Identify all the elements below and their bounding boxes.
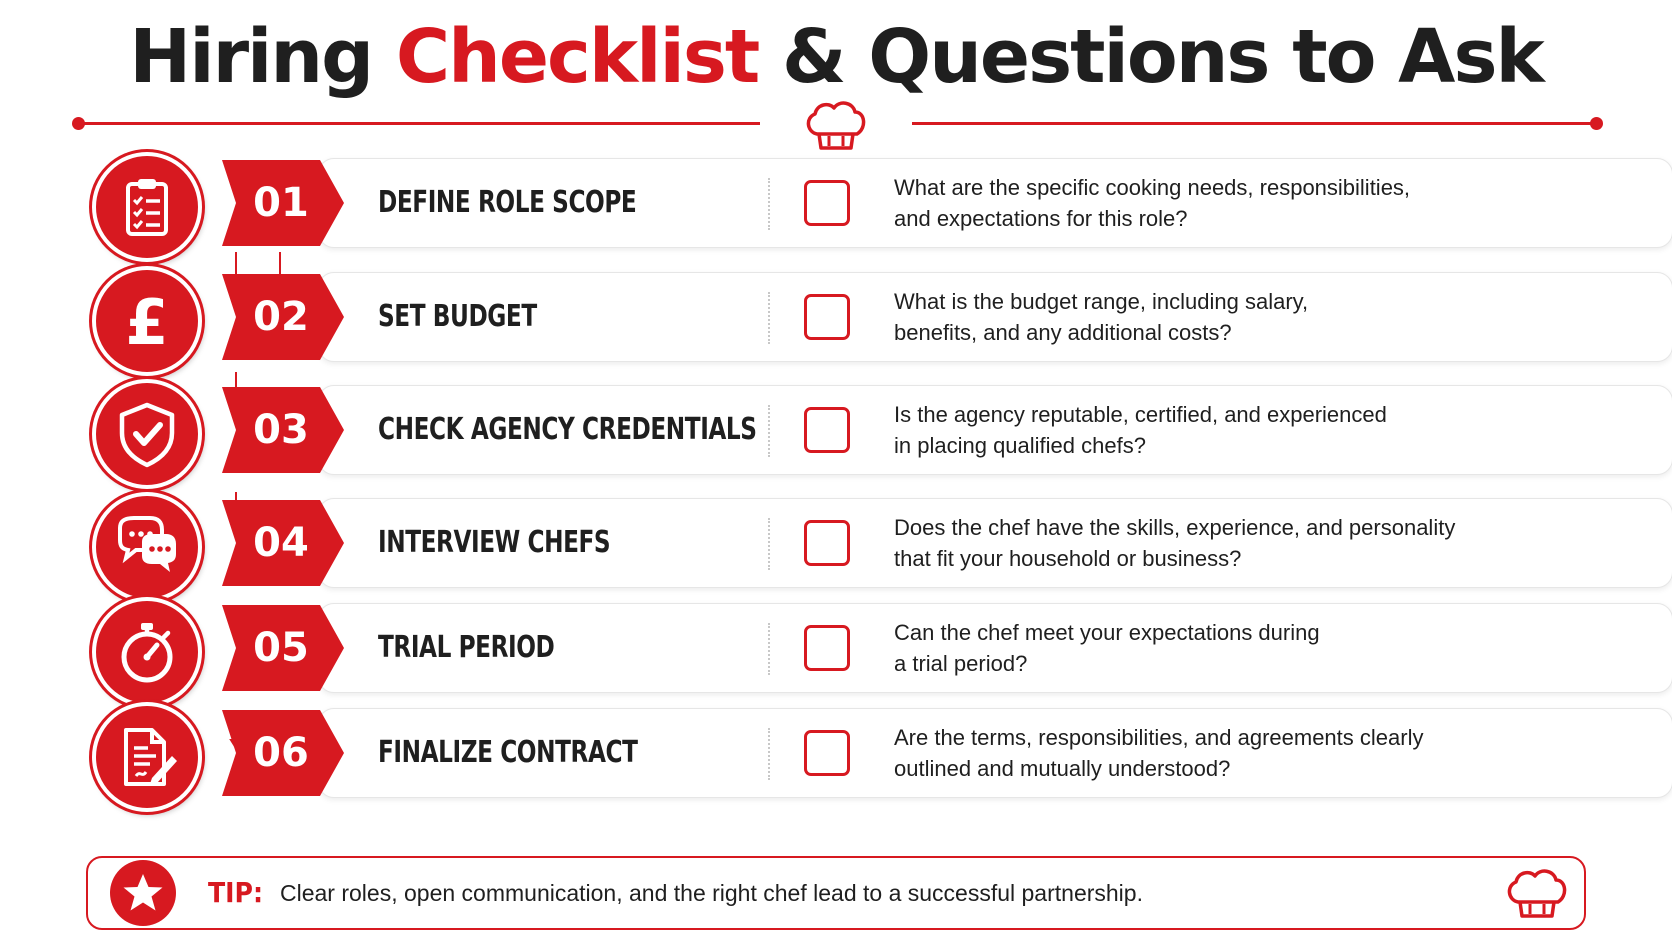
step-number: 06: [253, 730, 309, 776]
row-separator: [768, 728, 770, 780]
step-label: FINALIZE CONTRACT: [378, 735, 638, 770]
divider-dot-left: [72, 117, 85, 130]
step-number-badge: [222, 160, 348, 246]
step-checkbox[interactable]: [804, 180, 850, 226]
question-line-1: Can the chef meet your expectations during: [894, 620, 1320, 645]
step-question: [894, 399, 1574, 461]
question-line-2: outlined and mutually understood?: [894, 756, 1231, 781]
question-line-1: Does the chef have the skills, experience, and personality: [894, 515, 1456, 540]
question-line-1: Is the agency reputable, certified, and experienced: [894, 402, 1387, 427]
shield-check-icon: [92, 379, 202, 489]
step-checkbox[interactable]: [804, 520, 850, 566]
tip-text: Clear roles, open communication, and the right chef lead to a successful partnership.: [280, 880, 1143, 906]
question-line-1: What is the budget range, including salary,: [894, 289, 1309, 314]
chef-hat-icon: [1504, 866, 1570, 922]
checklist-row: [88, 385, 1588, 475]
checklist-row: [88, 158, 1588, 248]
question-line-2: that fit your household or business?: [894, 546, 1242, 571]
step-number: 02: [253, 294, 309, 340]
title-accent: Checklist: [395, 14, 759, 100]
star-icon: [110, 860, 176, 926]
svg-text:£: £: [125, 286, 169, 356]
checklist-row: [88, 708, 1588, 798]
tip-box: [86, 856, 1586, 930]
step-question: [894, 172, 1574, 234]
checklist-row: [88, 498, 1588, 588]
step-question: [894, 617, 1574, 679]
chat-bubbles-icon: [92, 492, 202, 602]
question-line-1: Are the terms, responsibilities, and agreements clearly: [894, 725, 1424, 750]
row-separator: [768, 292, 770, 344]
step-checkbox[interactable]: [804, 730, 850, 776]
page-title: [0, 14, 1672, 100]
step-number: 03: [253, 407, 309, 453]
pound-sign-icon: [92, 266, 202, 376]
step-number-badge: [222, 500, 348, 586]
step-checkbox[interactable]: [804, 407, 850, 453]
step-question: [894, 722, 1574, 784]
step-number-badge: [222, 710, 348, 796]
title-divider-left: [78, 122, 760, 125]
stopwatch-icon: [92, 597, 202, 707]
clipboard-checklist-icon: [92, 152, 202, 262]
question-line-2: and expectations for this role?: [894, 206, 1188, 231]
row-separator: [768, 178, 770, 230]
row-separator: [768, 518, 770, 570]
question-line-2: a trial period?: [894, 651, 1028, 676]
step-label: CHECK AGENCY CREDENTIALS: [378, 412, 757, 447]
step-number: 01: [253, 180, 309, 226]
question-line-1: What are the specific cooking needs, responsibilities,: [894, 175, 1411, 200]
step-label: DEFINE ROLE SCOPE: [378, 185, 637, 220]
title-divider-right: [912, 122, 1596, 125]
step-checkbox[interactable]: [804, 294, 850, 340]
tip-label: TIP:: [208, 876, 264, 909]
row-separator: [768, 405, 770, 457]
question-line-2: benefits, and any additional costs?: [894, 320, 1232, 345]
step-label: TRIAL PERIOD: [378, 630, 555, 665]
step-number-badge: [222, 274, 348, 360]
step-label: INTERVIEW CHEFS: [378, 525, 611, 560]
checklist-row: [88, 272, 1588, 362]
step-question: [894, 286, 1574, 348]
step-number: 04: [253, 520, 309, 566]
row-separator: [768, 623, 770, 675]
contract-pen-icon: [92, 702, 202, 812]
title-part-2: & Questions to Ask: [782, 14, 1543, 100]
chef-hat-icon: [803, 98, 869, 154]
step-label: SET BUDGET: [378, 299, 537, 334]
step-number: 05: [253, 625, 309, 671]
title-part-1: Hiring: [129, 14, 373, 100]
step-number-badge: [222, 387, 348, 473]
divider-dot-right: [1590, 117, 1603, 130]
step-question: [894, 512, 1574, 574]
checklist-row: [88, 603, 1588, 693]
step-checkbox[interactable]: [804, 625, 850, 671]
step-number-badge: [222, 605, 348, 691]
question-line-2: in placing qualified chefs?: [894, 433, 1146, 458]
